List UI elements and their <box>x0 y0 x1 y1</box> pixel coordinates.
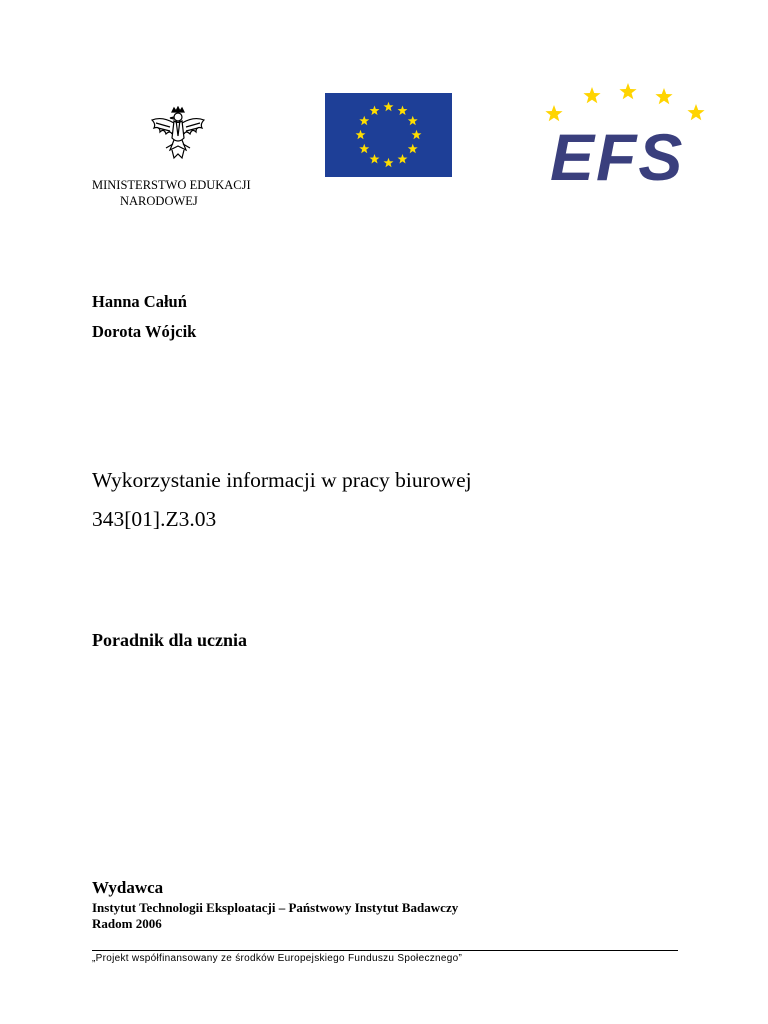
author-name: Dorota Wójcik <box>92 322 197 341</box>
efs-logo-icon <box>544 80 712 190</box>
ministry-line-2: NARODOWEJ <box>120 194 198 208</box>
efs-star-icon <box>583 87 600 103</box>
publisher-label: Wydawca <box>92 878 164 897</box>
polish-eagle-emblem-icon <box>148 106 208 166</box>
efs-star-icon <box>687 104 704 120</box>
document-title: Wykorzystanie informacji w pracy biurowej <box>92 468 472 492</box>
efs-star-icon <box>655 88 672 104</box>
footer-divider <box>92 950 678 951</box>
eu-flag-icon <box>325 93 452 177</box>
efs-logo-text: EFS <box>550 120 685 190</box>
document-code: 343[01].Z3.03 <box>92 507 217 531</box>
author-name: Hanna Całuń <box>92 292 187 311</box>
efs-star-icon <box>545 105 562 121</box>
ministry-name <box>92 177 251 209</box>
footer-funding-note: „Projekt współfinansowany ze środków Europejskiego Funduszu Społecznego” <box>92 953 463 964</box>
efs-star-icon <box>619 83 636 99</box>
document-subtitle: Poradnik dla ucznia <box>92 630 248 650</box>
publisher-city-year: Radom 2006 <box>92 916 162 931</box>
publisher-name: Instytut Technologii Eksploatacji – Państwowy Instytut Badawczy <box>92 900 459 915</box>
ministry-line-1: MINISTERSTWO EDUKACJI <box>92 178 251 192</box>
